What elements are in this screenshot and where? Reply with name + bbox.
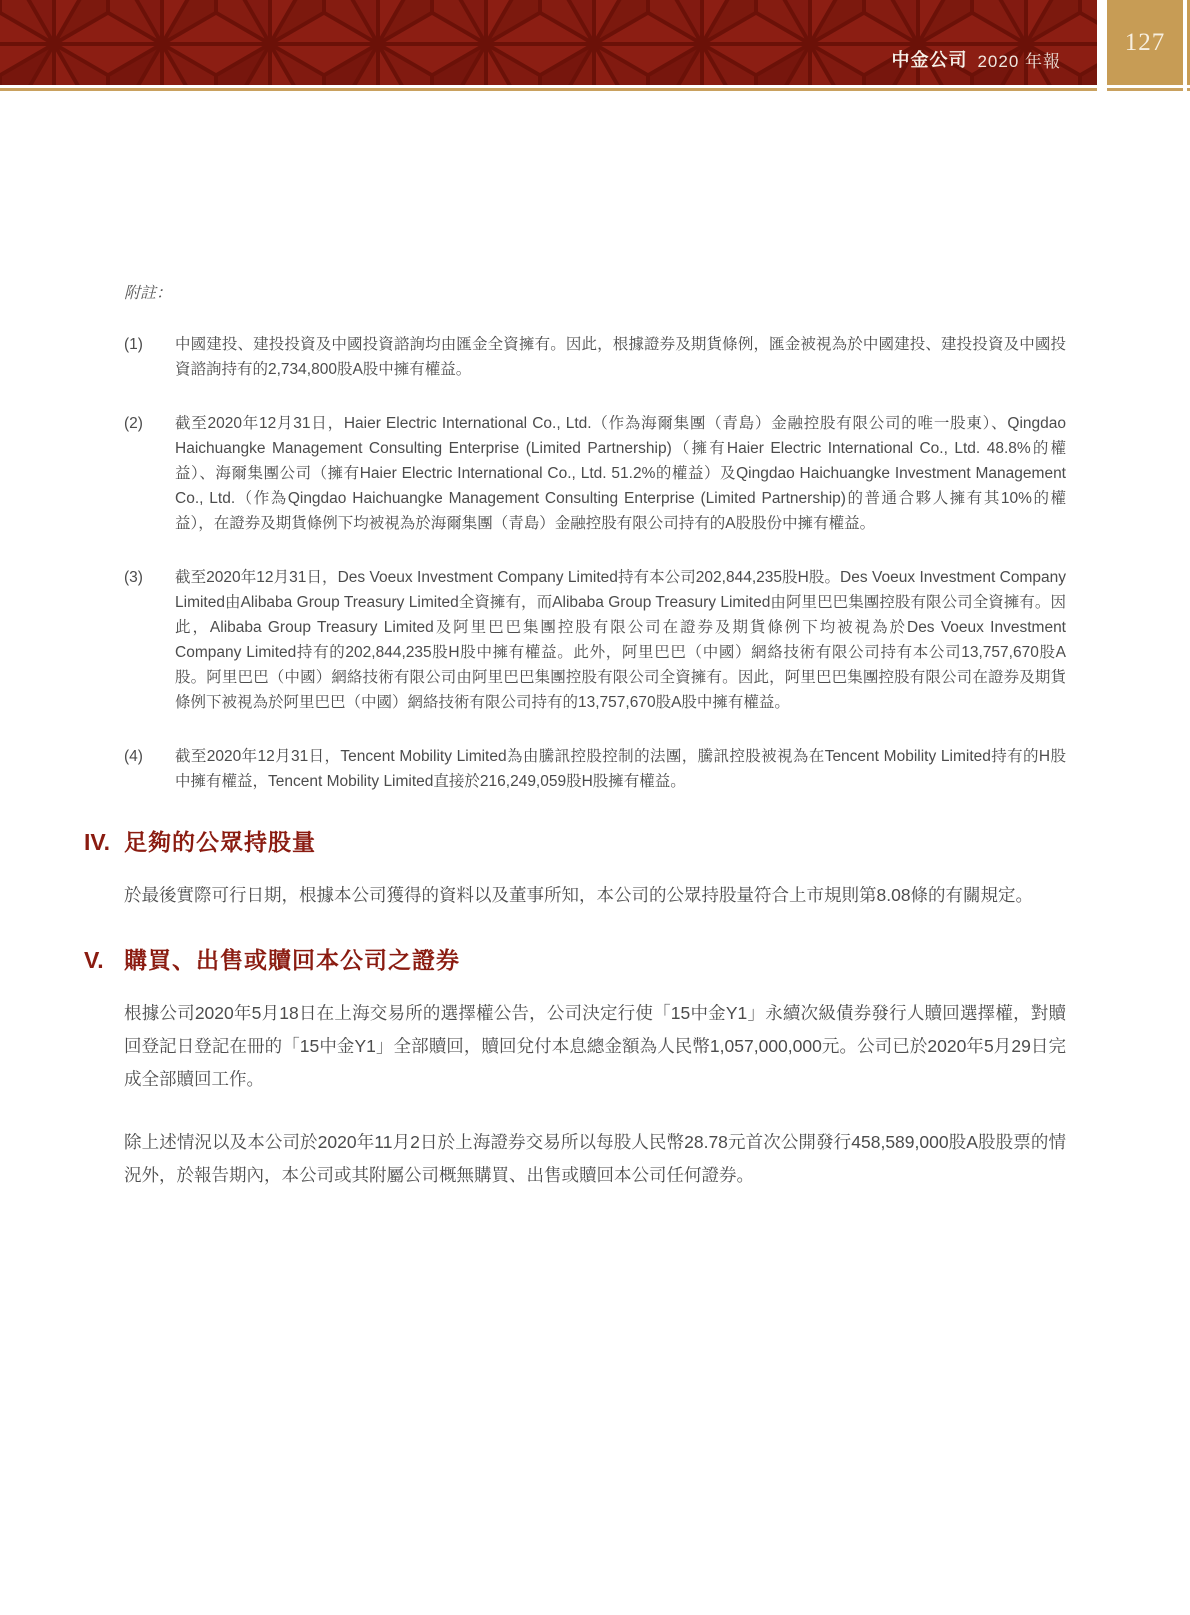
note-text: 中國建投、建投投資及中國投資諮詢均由匯金全資擁有。因此，根據證券及期貨條例，匯金被視為於中國建投、建投投資及中國投資諮詢持有的2,734,800股A股中擁有權益。 (175, 336, 1066, 378)
page-number-box (1107, 0, 1183, 85)
note-item-2 (124, 411, 1066, 536)
note-item-4 (124, 744, 1066, 794)
header-title (891, 47, 1061, 71)
page-number: 127 (1124, 28, 1166, 56)
section-title: 購買、出售或贖回本公司之證券 (124, 947, 460, 973)
header-band (0, 0, 1097, 85)
section-iv-paragraph: 於最後實際可行日期，根據本公司獲得的資料以及董事所知，本公司的公眾持股量符合上市規則第8.08條的有關規定。 (124, 885, 1034, 905)
section-v-paragraph-1: 根據公司2020年5月18日在上海交易所的選擇權公告，公司決定行使「15中金Y1」永續次級債券發行人贖回選擇權，對贖回登記日登記在冊的「15中金Y1」全部贖回，贖回兌付本息總金額為人民幣1,057,000,000元。公司已於2020年5月29日完成全部贖回工作。 (124, 1003, 1066, 1089)
report-year: 2020 年報 (977, 51, 1061, 71)
note-number: (2) (124, 415, 143, 432)
section-numeral: IV. (84, 829, 111, 855)
gold-rule-middle (1107, 88, 1183, 91)
section-heading-v (84, 942, 1066, 975)
company-name: 中金公司 (891, 50, 968, 70)
gold-rule-left (0, 88, 1097, 91)
note-text: 截至2020年12月31日，Tencent Mobility Limited為由騰訊控股控制的法團，騰訊控股被視為在Tencent Mobility Limited持有的H股中擁有權益，Tencent Mobility Limited直接於216,249,059股H股擁有權益。 (175, 748, 1066, 790)
page-content (84, 280, 1066, 1192)
note-item-1 (124, 332, 1066, 382)
section-v-paragraph-2: 除上述情況以及本公司於2020年11月2日於上海證券交易所以每股人民幣28.78元首次公開發行458,589,000股A股股票的情況外，於報告期內，本公司或其附屬公司概無購買、出售或贖回本公司任何證券。 (124, 1132, 1066, 1185)
section-title: 足夠的公眾持股量 (124, 829, 316, 855)
section-numeral: V. (84, 947, 104, 973)
note-number: (3) (124, 569, 143, 586)
note-text: 截至2020年12月31日，Des Voeux Investment Company Limited持有本公司202,844,235股H股。Des Voeux Investment Company Limited由Alibaba Group Treasury Limited全資擁有，而Alibaba Group Treasury Limited由阿里巴巴集團控股有限公司全資擁有。因此，Alibaba Group Treasury Limited及阿里巴巴集團控股有限公司在證券及期貨條例下均被視為於Des Voeux Investment Company Limited持有的202,844,235股H股中擁有權益。此外，阿里巴巴（中國）網絡技術有限公司持有本公司13,757,670股A股。阿里巴巴（中國）網絡技術有限公司由阿里巴巴集團控股有限公司全資擁有。因此，阿里巴巴集團控股有限公司在證券及期貨條例下被視為於阿里巴巴（中國）網絡技術有限公司持有的13,757,670股A股中擁有權益。 (175, 569, 1066, 711)
note-number: (1) (124, 336, 143, 353)
asanoha-pattern-icon (0, 0, 1097, 85)
note-item-3 (124, 565, 1066, 715)
section-heading-iv (84, 824, 1066, 857)
note-number: (4) (124, 748, 143, 765)
note-text: 截至2020年12月31日，Haier Electric International Co., Ltd.（作為海爾集團（青島）金融控股有限公司的唯一股東）、Qingdao Haichuangke Management Consulting Enterprise (Limited Partnership)（擁有Haier Electric International Co., Ltd. 48.8%的權益）、海爾集團公司（擁有Haier Electric International Co., Ltd. 51.2%的權益）及Qingdao Haichuangke Investment Management Co., Ltd.（作為Qingdao Haichuangke Management Consulting Enterprise (Limited Partnership)的普通合夥人擁有其10%的權益），在證券及期貨條例下均被視為於海爾集團（青島）金融控股有限公司持有的A股股份中擁有權益。 (175, 415, 1066, 532)
notes-label: 附註： (124, 285, 173, 302)
